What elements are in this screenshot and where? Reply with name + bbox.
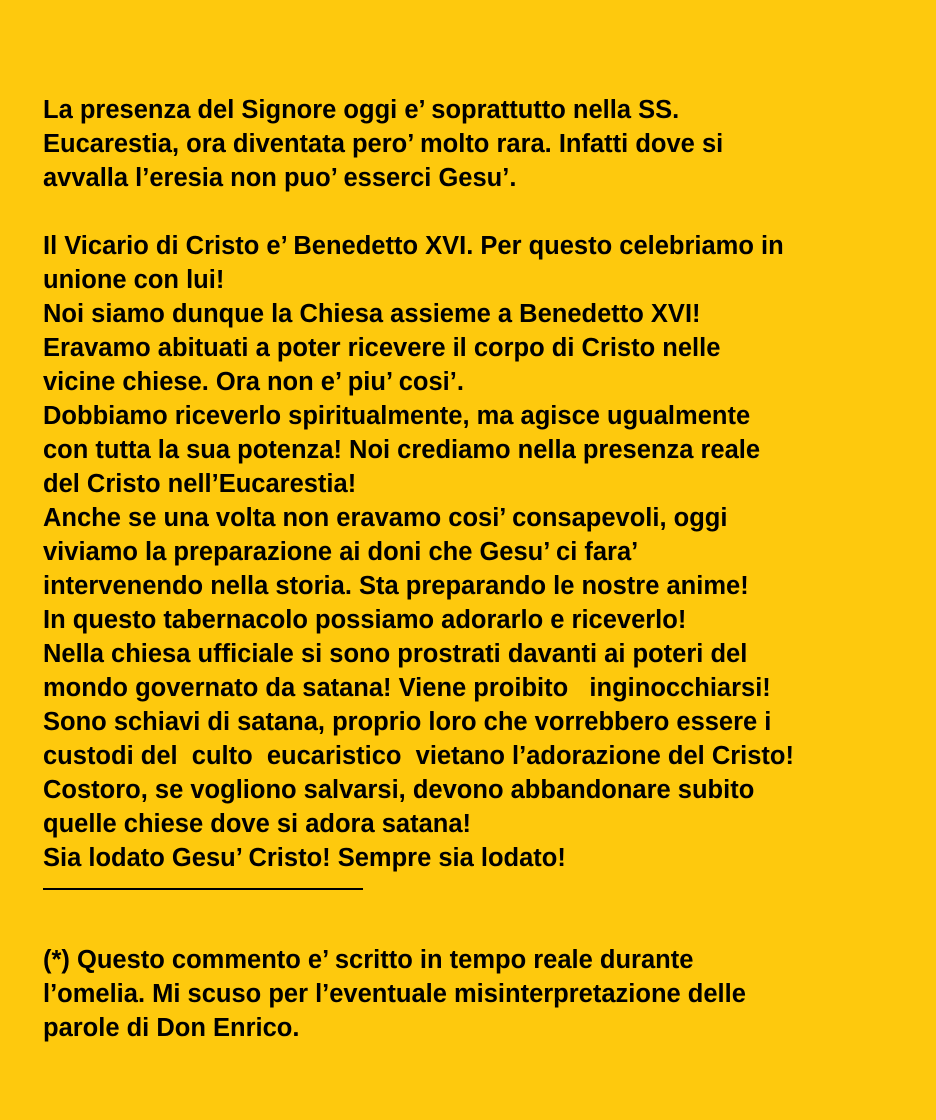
text-line: con tutta la sua potenza! Noi crediamo nella presenza reale <box>43 436 761 464</box>
text-line: La presenza del Signore oggi e’ soprattutto nella SS. <box>43 96 680 124</box>
text-line: Sono schiavi di satana, proprio loro che vorrebbero essere i <box>43 708 772 736</box>
footnote-line: parole di Don Enrico. <box>43 1014 300 1042</box>
text-line: vicine chiese. Ora non e’ piu’ cosi’. <box>43 368 464 396</box>
text-line: Eucarestia, ora diventata pero’ molto rara. Infatti dove si <box>43 130 724 158</box>
text-line: intervenendo nella storia. Sta preparando le nostre anime! <box>43 572 749 600</box>
text-line: Nella chiesa ufficiale si sono prostrati davanti ai poteri del <box>43 640 748 668</box>
text-line: avvalla l’eresia non puo’ esserci Gesu’. <box>43 164 517 192</box>
text-line: Dobbiamo riceverlo spiritualmente, ma agisce ugualmente <box>43 402 751 430</box>
paragraph-spacer <box>43 195 923 229</box>
text-line: del Cristo nell’Eucarestia! <box>43 470 357 498</box>
paragraph-spacer <box>43 909 923 943</box>
text-line: quelle chiese dove si adora satana! <box>43 810 472 838</box>
separator-line <box>43 888 363 890</box>
text-line: Sia lodato Gesu’ Cristo! Sempre sia lodato! <box>43 844 566 872</box>
document-body <box>43 93 923 1045</box>
text-line: Anche se una volta non eravamo cosi’ consapevoli, oggi <box>43 504 728 532</box>
paragraph-2 <box>43 229 923 875</box>
text-line: In questo tabernacolo possiamo adorarlo e riceverlo! <box>43 606 687 634</box>
text-line: unione con lui! <box>43 266 225 294</box>
footnote <box>43 943 923 1045</box>
text-line: Noi siamo dunque la Chiesa assieme a Benedetto XVI! <box>43 300 701 328</box>
footnote-line: l’omelia. Mi scuso per l’eventuale misinterpretazione delle <box>43 980 746 1008</box>
text-line: custodi del culto eucaristico vietano l’adorazione del Cristo! <box>43 742 794 770</box>
text-line: Eravamo abituati a poter ricevere il corpo di Cristo nelle <box>43 334 721 362</box>
footnote-line: (*) Questo commento e’ scritto in tempo reale durante <box>43 946 694 974</box>
text-line: viviamo la preparazione ai doni che Gesu’ ci fara’ <box>43 538 639 566</box>
separator-line-row <box>43 875 923 909</box>
text-line: Costoro, se vogliono salvarsi, devono abbandonare subito <box>43 776 755 804</box>
text-line: Il Vicario di Cristo e’ Benedetto XVI. Per questo celebriamo in <box>43 232 784 260</box>
paragraph-1 <box>43 93 923 195</box>
text-line: mondo governato da satana! Viene proibito inginocchiarsi! <box>43 674 771 702</box>
